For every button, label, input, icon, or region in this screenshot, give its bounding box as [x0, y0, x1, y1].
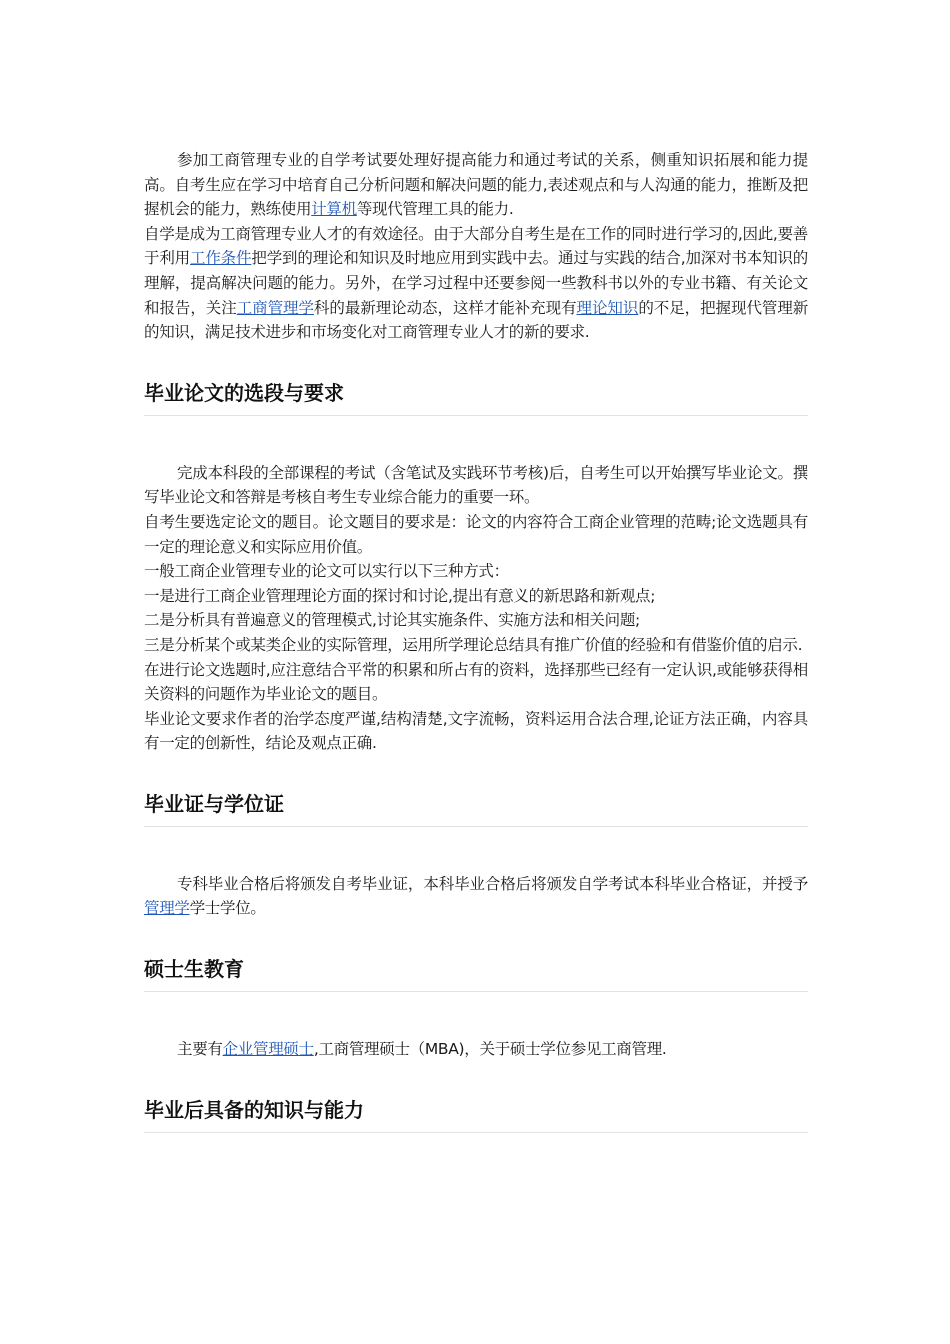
- text-run: 自学是成为工商管理专业人才的有效途径。由于大部分自考生是在工作的同时进行学习的,因此,要善于利用: [144, 224, 808, 268]
- text-run: 在进行论文选题时,应注意结合平常的积累和所占有的资料，选择那些已经有一定认识,或能够获得相关资料的问题作为毕业论文的题目。: [144, 660, 808, 704]
- section-thesis: [144, 379, 808, 756]
- text-run: ,工商管理硕士（MBA)，关于硕士学位参见工商管理.: [313, 1040, 667, 1059]
- paragraph: [144, 633, 808, 658]
- text-run: 等现代管理工具的能力.: [356, 200, 514, 219]
- text-run: 一般工商企业管理专业的论文可以实行以下三种方式：: [144, 562, 509, 581]
- text-run: 把学到的理论和知识及时地应用到实践中去。通过与实践的结合,加深对书本知识的理解，提高解决问题的能力。另外，在学习过程中还要参阅一些教科书以外的专业书籍、有关论文和报告，关注: [144, 249, 808, 317]
- paragraph: [144, 148, 808, 222]
- paragraph: [144, 707, 808, 756]
- section-heading: 毕业论文的选段与要求: [144, 379, 808, 416]
- section-heading: 硕士生教育: [144, 955, 808, 992]
- section-abilities: [144, 1096, 808, 1133]
- inline-link[interactable]: 理论知识: [576, 298, 639, 317]
- text-run: 毕业论文要求作者的治学态度严谨,结构清楚,文字流畅，资料运用合法合理,论证方法正确，内容具有一定的创新性，结论及观点正确.: [144, 709, 808, 753]
- section-heading: 毕业证与学位证: [144, 790, 808, 827]
- document-body: [144, 148, 808, 1133]
- text-run: 学士学位。: [189, 899, 266, 918]
- section-intro: [144, 148, 808, 345]
- paragraph: [144, 222, 808, 345]
- text-run: 专科毕业合格后将颁发自考毕业证，本科毕业合格后将颁发自学考试本科毕业合格证，并授予: [177, 874, 808, 893]
- text-run: 二是分析具有普遍意义的管理模式,讨论其实施条件、实施方法和相关问题;: [144, 611, 640, 630]
- paragraph: [144, 872, 808, 921]
- text-run: 自考生要选定论文的题目。论文题目的要求是：论文的内容符合工商企业管理的范畴;论文选题具有一定的理论意义和实际应用价值。: [144, 512, 808, 556]
- paragraph: [144, 584, 808, 609]
- paragraph: [144, 1037, 808, 1062]
- paragraph: [144, 510, 808, 559]
- section-heading: 毕业后具备的知识与能力: [144, 1096, 808, 1133]
- section-diploma: [144, 790, 808, 921]
- section-masters: [144, 955, 808, 1062]
- inline-link[interactable]: 工作条件: [190, 249, 252, 268]
- inline-link[interactable]: 管理学: [144, 899, 190, 918]
- text-run: 参加工商管理专业的自学考试要处理好提高能力和通过考试的关系，侧重知识拓展和能力提高。自考生应在学习中培育自己分析问题和解决问题的能力,表述观点和与人沟通的能力，推断及把握机会的能力，熟练使用: [144, 151, 808, 219]
- inline-link[interactable]: 计算机: [311, 200, 357, 219]
- text-run: 主要有: [177, 1040, 223, 1059]
- text-run: 三是分析某个或某类企业的实际管理，运用所学理论总结具有推广价值的经验和有借鉴价值的启示.: [144, 635, 803, 654]
- paragraph: [144, 461, 808, 510]
- inline-link[interactable]: 工商管理学: [236, 298, 314, 317]
- text-run: 的不足，把握现代管理新的知识，满足技术进步和市场变化对工商管理专业人才的新的要求.: [144, 298, 808, 342]
- text-run: 一是进行工商企业管理理论方面的探讨和讨论,提出有意义的新思路和新观点;: [144, 586, 656, 605]
- inline-link[interactable]: 企业管理硕士: [222, 1040, 314, 1059]
- text-run: 科的最新理论动态，这样才能补充现有: [313, 298, 577, 317]
- paragraph: [144, 608, 808, 633]
- text-run: 完成本科段的全部课程的考试（含笔试及实践环节考核)后，自考生可以开始撰写毕业论文。撰写毕业论文和答辩是考核自考生专业综合能力的重要一环。: [144, 463, 808, 507]
- paragraph: [144, 658, 808, 707]
- paragraph: [144, 559, 808, 584]
